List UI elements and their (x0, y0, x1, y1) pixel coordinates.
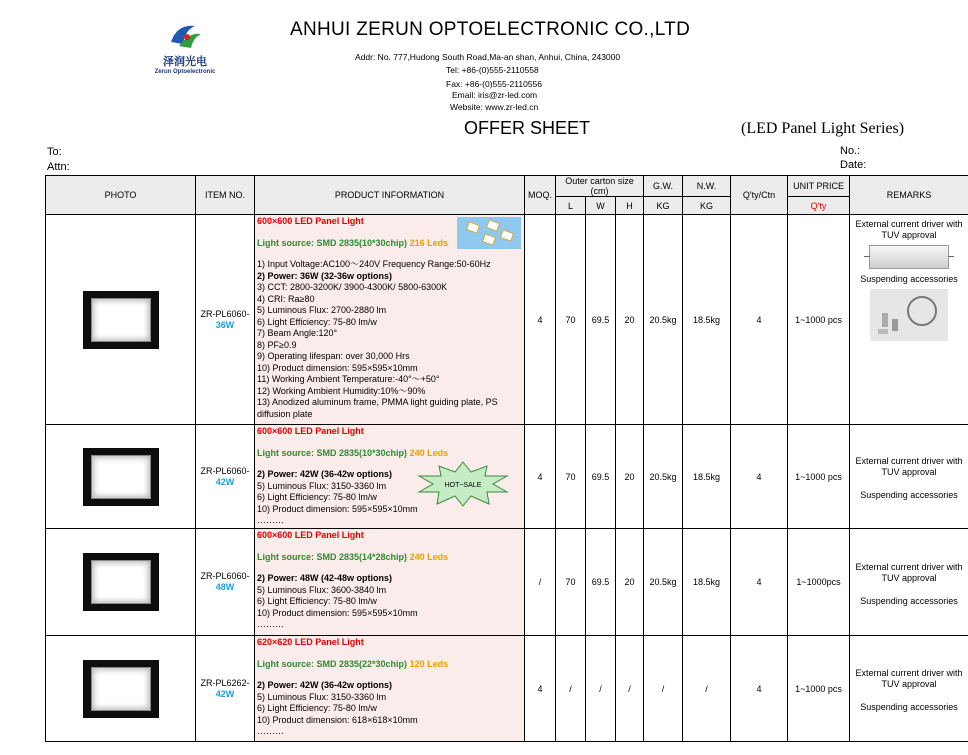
led-panel-photo (83, 291, 159, 349)
item-model: ZR-PL6060- (200, 308, 250, 319)
table-row (46, 529, 968, 636)
header-unit-price: UNIT PRICE (788, 176, 850, 197)
product-info-cell (255, 215, 525, 425)
current-driver-photo (869, 245, 949, 269)
height-cell: 20 (616, 425, 644, 529)
spec-line: 9) Operating lifespan: over 30,000 Hrs (257, 351, 410, 361)
photo-cell (46, 215, 196, 425)
spec-line: 1) Input Voltage:AC100～240V Frequency Range:50-60Hz (257, 259, 491, 269)
qty-per-carton-cell: 4 (731, 425, 788, 529)
led-panel-photo (83, 448, 159, 506)
company-address: Addr: No. 777,Hudong South Road,Ma-an shan, Anhui, China, 243000 (355, 52, 621, 62)
spec-line: 6) Light Efficiency: 75-80 lm/w (257, 596, 377, 606)
item-wattage: 42W (215, 688, 235, 699)
company-logo (150, 22, 220, 75)
net-weight-cell: 18.5kg (683, 425, 731, 529)
moq-cell: / (525, 529, 556, 636)
series-title: (LED Panel Light Series) (741, 120, 905, 137)
item-wattage: 48W (215, 582, 235, 592)
to-label: To: (47, 146, 62, 158)
company-tel: Tel: +86-(0)555-2110558 (446, 65, 539, 75)
remarks-cell (850, 636, 968, 742)
light-source: Light source: SMD 2835(10*30chip) 216 Leds (257, 237, 449, 248)
product-info-cell (255, 425, 525, 529)
qty-cell: 1~1000pcs (788, 529, 850, 636)
spec-line: 2) Power: 36W (32-36w options) (257, 270, 393, 281)
led-panel-photo (83, 553, 159, 611)
led-count: 240 Leds (409, 551, 449, 562)
header-gw-unit: KG (644, 197, 683, 215)
spec-line: 5) Luminous Flux: 3150-3360 lm (257, 691, 387, 702)
height-cell: / (616, 636, 644, 742)
item-no-cell (196, 425, 255, 529)
spec-line: 5) Luminous Flux: 3600-3840 lm (257, 584, 387, 595)
spec-line: 8) PF≥0.9 (257, 339, 297, 350)
led-count: 120 Leds (409, 658, 449, 669)
remark-accessories: Suspending accessories (860, 490, 958, 500)
item-no-cell (196, 636, 255, 742)
item-model: ZR-PL6060- (200, 571, 250, 581)
qty-cell: 1~1000 pcs (788, 636, 850, 742)
logo-chinese-name: 泽润光电 (163, 55, 207, 68)
header-product-information: PRODUCT INFORMATION (255, 176, 525, 215)
header-length: L (556, 197, 586, 215)
header-remarks: REMARKS (850, 176, 968, 215)
remarks-cell (850, 425, 968, 529)
product-title: 600×600 LED Panel Light (257, 426, 364, 436)
item-no-cell (196, 215, 255, 425)
spec-line: 2) Power: 48W (42-48w options) (257, 573, 393, 583)
spec-line: 10) Product dimension: 618×618×10mm (257, 714, 418, 725)
qty-cell: 1~1000 pcs (788, 425, 850, 529)
hot-sale-text: HOT~SALE (444, 482, 482, 489)
header-net-weight: N.W. (683, 176, 731, 197)
item-model: ZR-PL6262- (200, 677, 250, 688)
product-title: 600×600 LED Panel Light (257, 530, 364, 540)
item-wattage: 42W (215, 476, 235, 487)
header-moq: MOQ. (525, 176, 556, 215)
gross-weight-cell: 20.5kg (644, 529, 683, 636)
offer-table (45, 175, 968, 742)
table-row (46, 636, 968, 742)
spec-line: 13) Anodized aluminum frame, PMMA light guiding plate, PS diffusion plate (257, 397, 498, 419)
net-weight-cell: / (683, 636, 731, 742)
length-cell: / (556, 636, 586, 742)
item-no-cell (196, 529, 255, 636)
length-cell: 70 (556, 425, 586, 529)
spec-line: 10) Product dimension: 595×595×10mm (257, 503, 418, 514)
spec-line: 12) Working Ambient Humidity:10%～90% (257, 385, 426, 396)
spec-line: 4) CRI: Ra≥80 (257, 293, 315, 304)
width-cell: 69.5 (586, 529, 616, 636)
company-name: ANHUI ZERUN OPTOELECTRONIC CO.,LTD (290, 19, 691, 40)
remark-accessories: Suspending accessories (860, 702, 958, 712)
moq-cell: 4 (525, 215, 556, 425)
date-label: Date: (840, 159, 867, 171)
header-outer-carton-size: Outer carton size (cm) (556, 176, 644, 197)
company-email: Email: iris@zr-led.com (452, 90, 538, 100)
product-info-cell (255, 636, 525, 742)
offer-sheet-title: OFFER SHEET (464, 118, 591, 138)
remark-driver: External current driver with TUV approval (855, 456, 963, 477)
light-source: Light source: SMD 2835(22*30chip) 120 Leds (257, 658, 449, 669)
header-qty: Q'ty (788, 197, 850, 215)
net-weight-cell: 18.5kg (683, 215, 731, 425)
attn-label: Attn: (47, 161, 70, 173)
remark-accessories: Suspending accessories (860, 595, 958, 606)
led-count: 240 Leds (409, 447, 449, 458)
remark-driver: External current driver with TUV approval (855, 668, 963, 689)
company-fax: Fax: +86-(0)555-2110556 (446, 79, 543, 89)
photo-cell (46, 529, 196, 636)
width-cell: 69.5 (586, 215, 616, 425)
header-width: W (586, 197, 616, 215)
led-panel-photo (83, 660, 159, 718)
spec-line: 10) Product dimension: 595×595×10mm (257, 362, 418, 373)
moq-cell: 4 (525, 425, 556, 529)
no-label: No.: (840, 145, 861, 157)
company-website: Website: www.zr-led.cn (450, 102, 539, 112)
header-photo: PHOTO (46, 176, 196, 215)
hot-sale-badge (415, 460, 511, 508)
gross-weight-cell: 20.5kg (644, 425, 683, 529)
remark-accessories: Suspending accessories (860, 274, 958, 284)
product-title: 600×600 LED Panel Light (257, 216, 364, 226)
remarks-cell (850, 215, 968, 425)
remarks-cell (850, 529, 968, 636)
spec-line: ……… (257, 515, 284, 525)
product-title: 620×620 LED Panel Light (257, 637, 364, 647)
qty-per-carton-cell: 4 (731, 636, 788, 742)
length-cell: 70 (556, 529, 586, 636)
spec-line: ……… (257, 726, 284, 736)
net-weight-cell: 18.5kg (683, 529, 731, 636)
table-row (46, 425, 968, 529)
product-info-cell (255, 529, 525, 636)
photo-cell (46, 636, 196, 742)
item-model: ZR-PL6060- (200, 465, 250, 476)
spec-line: 5) Luminous Flux: 2700-2880 lm (257, 305, 387, 315)
gross-weight-cell: / (644, 636, 683, 742)
spec-line: ……… (257, 619, 284, 629)
spec-line: 5) Luminous Flux: 3150-3360 lm (257, 480, 387, 491)
spec-line: 6) Light Efficiency: 75-80 lm/w (257, 316, 377, 327)
header-gross-weight: G.W. (644, 176, 683, 197)
led-count: 216 Leds (409, 237, 449, 248)
width-cell: / (586, 636, 616, 742)
gross-weight-cell: 20.5kg (644, 215, 683, 425)
qty-per-carton-cell: 4 (731, 529, 788, 636)
table-row (46, 215, 968, 425)
photo-cell (46, 425, 196, 529)
header-height: H (616, 197, 644, 215)
width-cell: 69.5 (586, 425, 616, 529)
spec-line: 2) Power: 42W (36-42w options) (257, 469, 393, 479)
height-cell: 20 (616, 529, 644, 636)
spec-line: 10) Product dimension: 595×595×10mm (257, 607, 418, 618)
header-nw-unit: KG (683, 197, 731, 215)
spec-line: 6) Light Efficiency: 75-80 lm/w (257, 703, 377, 713)
spec-line: 3) CCT: 2800-3200K/ 3900-4300K/ 5800-6300K (257, 282, 448, 292)
led-chip-photo (457, 217, 521, 249)
item-wattage: 36W (215, 319, 235, 330)
qty-per-carton-cell: 4 (731, 215, 788, 425)
light-source: Light source: SMD 2835(10*30chip) 240 Leds (257, 447, 449, 458)
remark-driver: External current driver with TUV approval (855, 219, 963, 240)
logo-english-name: Zerun Optoelectronic (154, 69, 216, 75)
logo-mark-icon (165, 22, 205, 52)
height-cell: 20 (616, 215, 644, 425)
length-cell: 70 (556, 215, 586, 425)
moq-cell: 4 (525, 636, 556, 742)
header-qty-per-carton: Q'ty/Ctn (731, 176, 788, 215)
header-item-no: ITEM NO. (196, 176, 255, 215)
spec-line: 11) Working Ambient Temperature:-40°～+50° (257, 374, 440, 384)
light-source: Light source: SMD 2835(14*28chip) 240 Leds (257, 551, 449, 562)
spec-line: 6) Light Efficiency: 75-80 lm/w (257, 492, 377, 502)
suspending-accessories-photo (870, 289, 948, 341)
qty-cell: 1~1000 pcs (788, 215, 850, 425)
spec-line: 2) Power: 42W (36-42w options) (257, 680, 393, 690)
spec-line: 7) Beam Angle:120° (257, 328, 338, 338)
remark-driver: External current driver with TUV approval (855, 561, 963, 583)
